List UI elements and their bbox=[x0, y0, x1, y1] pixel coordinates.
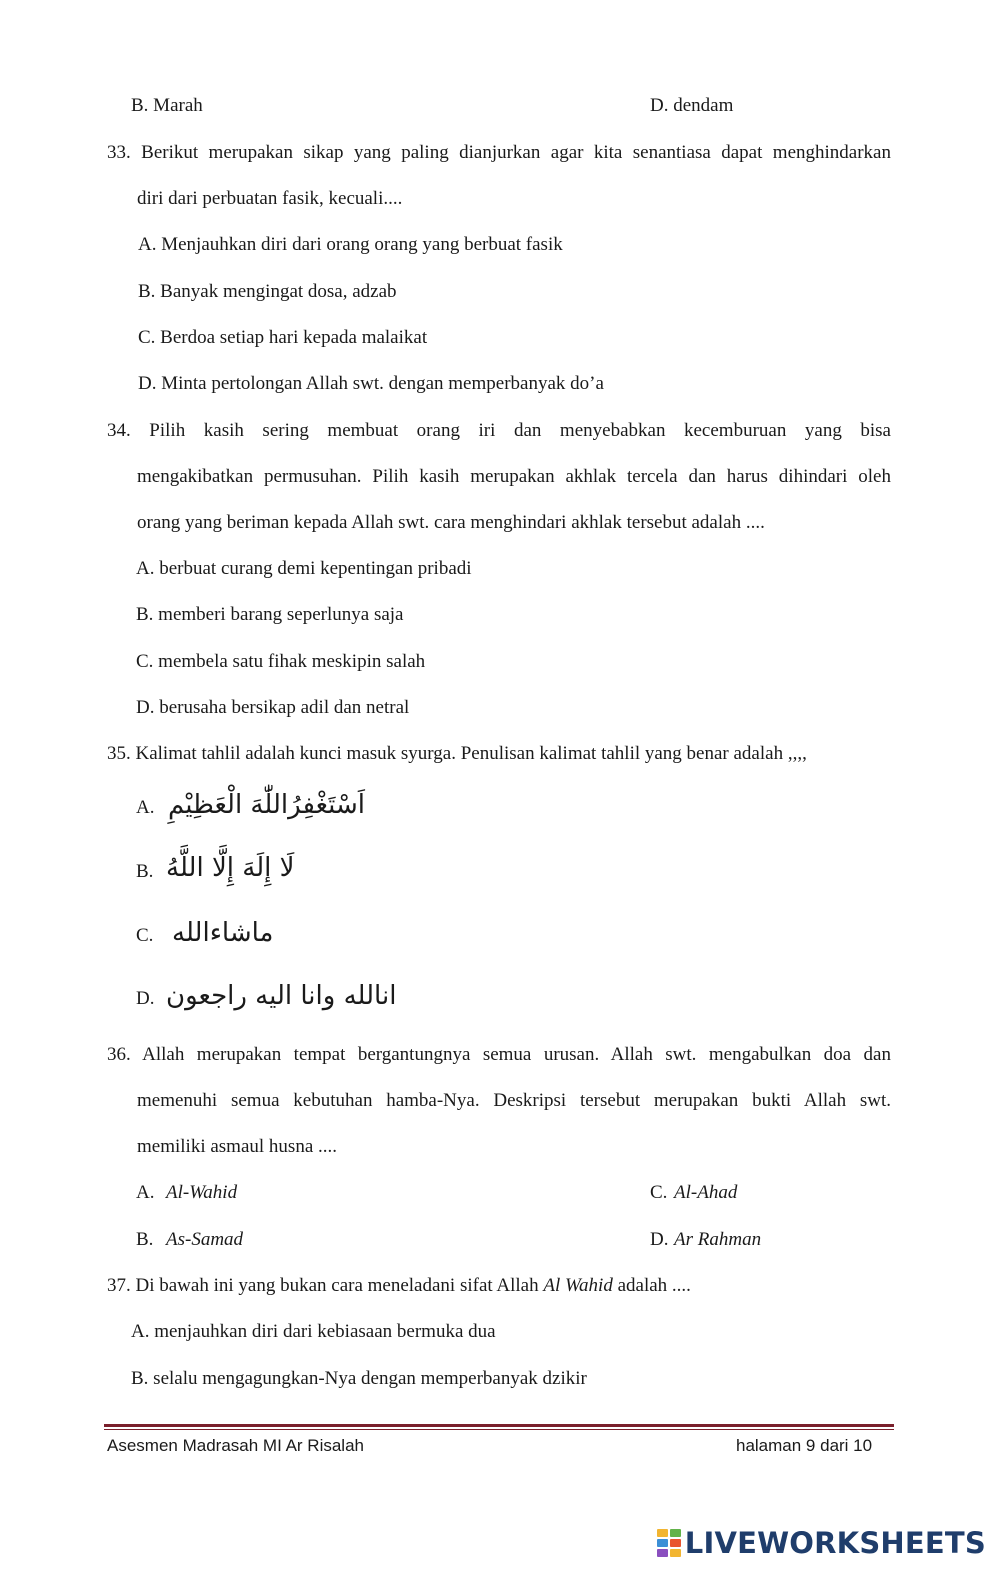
q36-option-d-label: D. bbox=[650, 1229, 669, 1250]
liveworksheets-grid-icon bbox=[657, 1529, 681, 1557]
footer-rule-thin bbox=[104, 1429, 894, 1430]
q36-stem-line1: 36. Allah merupakan tempat bergantungnya semua urusan. Allah swt. mengabulkan doa dan bbox=[107, 1044, 891, 1065]
q33-option-c: C. Berdoa setiap hari kepada malaikat bbox=[138, 327, 428, 348]
q36-option-c-label: C. bbox=[650, 1182, 668, 1203]
q35-stem: 35. Kalimat tahlil adalah kunci masuk syurga. Penulisan kalimat tahlil yang benar adalah ,,,, bbox=[107, 743, 807, 764]
q37-option-b: B. selalu mengagungkan-Nya dengan memperbanyak dzikir bbox=[131, 1368, 587, 1389]
q33-option-d: D. Minta pertolongan Allah swt. dengan memperbanyak do’a bbox=[138, 373, 604, 394]
q32-option-b: B. Marah bbox=[131, 95, 203, 116]
q33-option-a: A. Menjauhkan diri dari orang orang yang berbuat fasik bbox=[138, 234, 563, 255]
q36-stem-line3: memiliki asmaul husna .... bbox=[137, 1136, 338, 1157]
q35-option-d-arabic: انالله وانا اليه راجعون bbox=[166, 981, 397, 1011]
q34-stem-line1: 34. Pilih kasih sering membuat orang iri dan menyebabkan kecemburuan yang bisa bbox=[107, 420, 891, 441]
q36-option-d: Ar Rahman bbox=[674, 1229, 762, 1250]
q36-option-a: Al-Wahid bbox=[166, 1182, 238, 1203]
q37-stem-name: Al Wahid bbox=[543, 1275, 613, 1296]
q34-option-d: D. berusaha bersikap adil dan netral bbox=[136, 697, 410, 718]
q35-option-b-arabic: لَا إِلَهَ إِلَّا اللَّهُ bbox=[166, 853, 295, 883]
q33-option-b: B. Banyak mengingat dosa, adzab bbox=[138, 281, 397, 302]
q34-option-c: C. membela satu fihak meskipin salah bbox=[136, 651, 426, 672]
liveworksheets-logo[interactable] bbox=[657, 1526, 986, 1560]
footer-school: Asesmen Madrasah MI Ar Risalah bbox=[107, 1436, 364, 1455]
q37-stem-pre: 37. Di bawah ini yang bukan cara meneladani sifat Allah bbox=[107, 1275, 544, 1296]
q33-stem-line1: 33. Berikut merupakan sikap yang paling dianjurkan agar kita senantiasa dapat menghindarkan bbox=[107, 142, 891, 163]
footer-page-number: halaman 9 dari 10 bbox=[736, 1436, 873, 1455]
q35-option-c-label: C. bbox=[136, 925, 154, 946]
q33-stem-line2: diri dari perbuatan fasik, kecuali.... bbox=[137, 188, 403, 209]
q35-option-c-arabic: ماشاءالله bbox=[172, 918, 274, 948]
q35-option-a-label: A. bbox=[136, 797, 155, 818]
q35-option-d-label: D. bbox=[136, 988, 155, 1009]
q37-stem-post: adalah .... bbox=[612, 1275, 691, 1296]
q34-option-b: B. memberi barang seperlunya saja bbox=[136, 604, 404, 625]
q34-stem-line3: orang yang beriman kepada Allah swt. cara menghindari akhlak tersebut adalah .... bbox=[137, 512, 765, 533]
q36-option-b-label: B. bbox=[136, 1229, 154, 1250]
q36-option-b: As-Samad bbox=[166, 1229, 244, 1250]
q37-stem bbox=[107, 1275, 691, 1297]
q35-option-b-label: B. bbox=[136, 861, 154, 882]
q36-option-a-label: A. bbox=[136, 1182, 155, 1203]
q34-stem-line2: mengakibatkan permusuhan. Pilih kasih merupakan akhlak tercela dan harus dihindari oleh bbox=[137, 466, 891, 487]
footer-rule-thick bbox=[104, 1424, 894, 1427]
q34-option-a: A. berbuat curang demi kepentingan pribadi bbox=[136, 558, 472, 579]
q32-option-d: D. dendam bbox=[650, 95, 734, 116]
q37-option-a: A. menjauhkan diri dari kebiasaan bermuka dua bbox=[131, 1321, 496, 1342]
liveworksheets-wordmark: LIVEWORKSHEETS bbox=[684, 1526, 986, 1560]
q35-option-a-arabic: اَسْتَغْفِرُاللّٰهَ الْعَظِيْمِ bbox=[168, 790, 366, 820]
q36-option-c: Al-Ahad bbox=[674, 1182, 738, 1203]
q36-stem-line2: memenuhi semua kebutuhan hamba-Nya. Deskripsi tersebut merupakan bukti Allah swt. bbox=[137, 1090, 891, 1111]
